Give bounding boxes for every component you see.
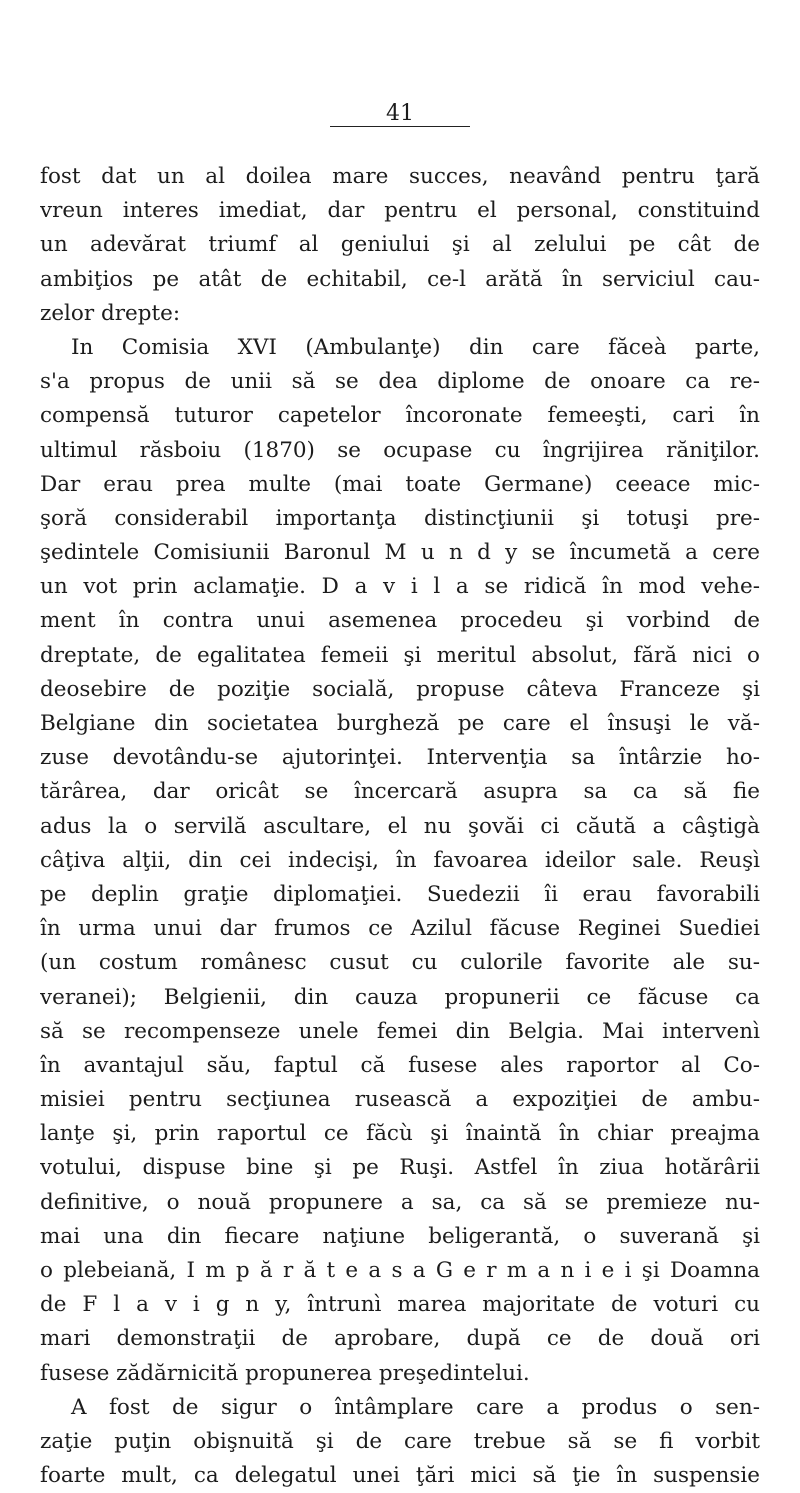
text-line: zuse devotându-se ajutorinţei. Intervenţia sa întârzie ho-	[40, 745, 760, 771]
text-line: votului, dispuse bine şi pe Ruşi. Astfel în ziua hotărârii	[40, 1155, 760, 1181]
text-line: zelor drepte:	[40, 300, 181, 326]
text-line: mai una din fiecare naţiune beligerantă, o suverană şi	[40, 1223, 760, 1249]
text-line: In Comisia XVI (Ambulanţe) din care făceà parte,	[71, 334, 760, 360]
text-line: mari demonstraţii de aprobare, după ce de două ori	[40, 1326, 760, 1352]
text-line: misiei pentru secţiunea rusească a expoziţiei de ambu-	[40, 1087, 760, 1113]
text-line: să se recompenseze unele femei din Belgia. Mai intervenì	[40, 1018, 760, 1044]
text-line: vreun interes imediat, dar pentru el personal, constituind	[40, 198, 760, 224]
text-line: în avantajul său, faptul că fusese ales raportor al Co-	[40, 1052, 760, 1078]
text-line: foarte mult, ca delegatul unei ţări mici să ţie în suspensie	[40, 1463, 760, 1489]
text-line: deosebire de poziţie socială, propuse câteva Franceze şi	[40, 676, 760, 702]
text-line: tărârea, dar oricât se încercară asupra sa ca să fie	[40, 779, 760, 805]
page-number: 41	[386, 101, 414, 126]
text-line: câţiva alţii, din cei indecişi, în favoarea ideilor sale. Reuşì	[40, 847, 760, 873]
text-line: ment în contra unui asemenea procedeu şi vorbind de	[40, 608, 760, 634]
text-line: fusese zădărnicită propunerea preşedintelui.	[40, 1360, 530, 1386]
text-line: şedintele Comisiunii Baronul M u n d y se încumetă a cere	[40, 540, 760, 566]
text-line: fost dat un al doilea mare succes, neavând pentru ţară	[40, 164, 760, 189]
header-rule	[330, 126, 470, 127]
text-line: dreptate, de egalitatea femeii şi meritul absolut, fără nici o	[40, 642, 760, 668]
text-line: Dar erau prea multe (mai toate Germane) ceeace mic-	[40, 471, 760, 497]
text-line: pe deplin graţie diplomaţiei. Suedezii îi erau favorabili	[40, 881, 760, 907]
text-line: zaţie puţin obişnuită şi de care trebue să se fi vorbit	[40, 1428, 760, 1454]
text-line: o plebeiană, I m p ă r ă t e a s a G e r m a n i e i şi Doamna	[40, 1258, 760, 1283]
text-line: şoră considerabil importanţa distincţiunii şi totuşi pre-	[40, 505, 760, 531]
text-line: ultimul răsboiu (1870) se ocupase cu îngrijirea răniţilor.	[40, 437, 760, 463]
text-line: de F l a v i g n y, întrunì marea majoritate de voturi cu	[40, 1292, 760, 1318]
text-line: A fost de sigur o întâmplare care a produs o sen-	[71, 1394, 760, 1420]
text-line: Belgiane din societatea burgheză pe care el însuşi le vă-	[40, 711, 760, 736]
text-line: un vot prin aclamaţie. D a v i l a se ridică în mod vehe-	[40, 574, 760, 600]
text-line: compensă tuturor capetelor încoronate femeeşti, cari în	[40, 403, 760, 429]
text-line: adus la o servilă ascultare, el nu şovăi ci căută a câştigà	[40, 813, 760, 839]
text-line: ambiţios pe atât de echitabil, ce-l arătă în serviciul cau-	[40, 266, 760, 292]
text-line: definitive, o nouă propunere a sa, ca să se premieze nu-	[40, 1189, 760, 1215]
text-line: s'a propus de unii să se dea diplome de onoare ca re-	[40, 369, 760, 395]
text-line: în urma unui dar frumos ce Azilul făcuse Reginei Suediei	[40, 916, 760, 942]
text-line: un adevărat triumf al geniului şi al zelului pe cât de	[40, 232, 760, 258]
text-line: veranei); Belgienii, din cauza propunerii ce făcuse ca	[40, 984, 760, 1010]
text-line: lanţe şi, prin raportul ce făcù şi înaintă în chiar preajma	[40, 1121, 760, 1147]
body-text	[40, 160, 760, 1493]
text-line: (un costum românesc cusut cu culorile favorite ale su-	[40, 950, 760, 976]
